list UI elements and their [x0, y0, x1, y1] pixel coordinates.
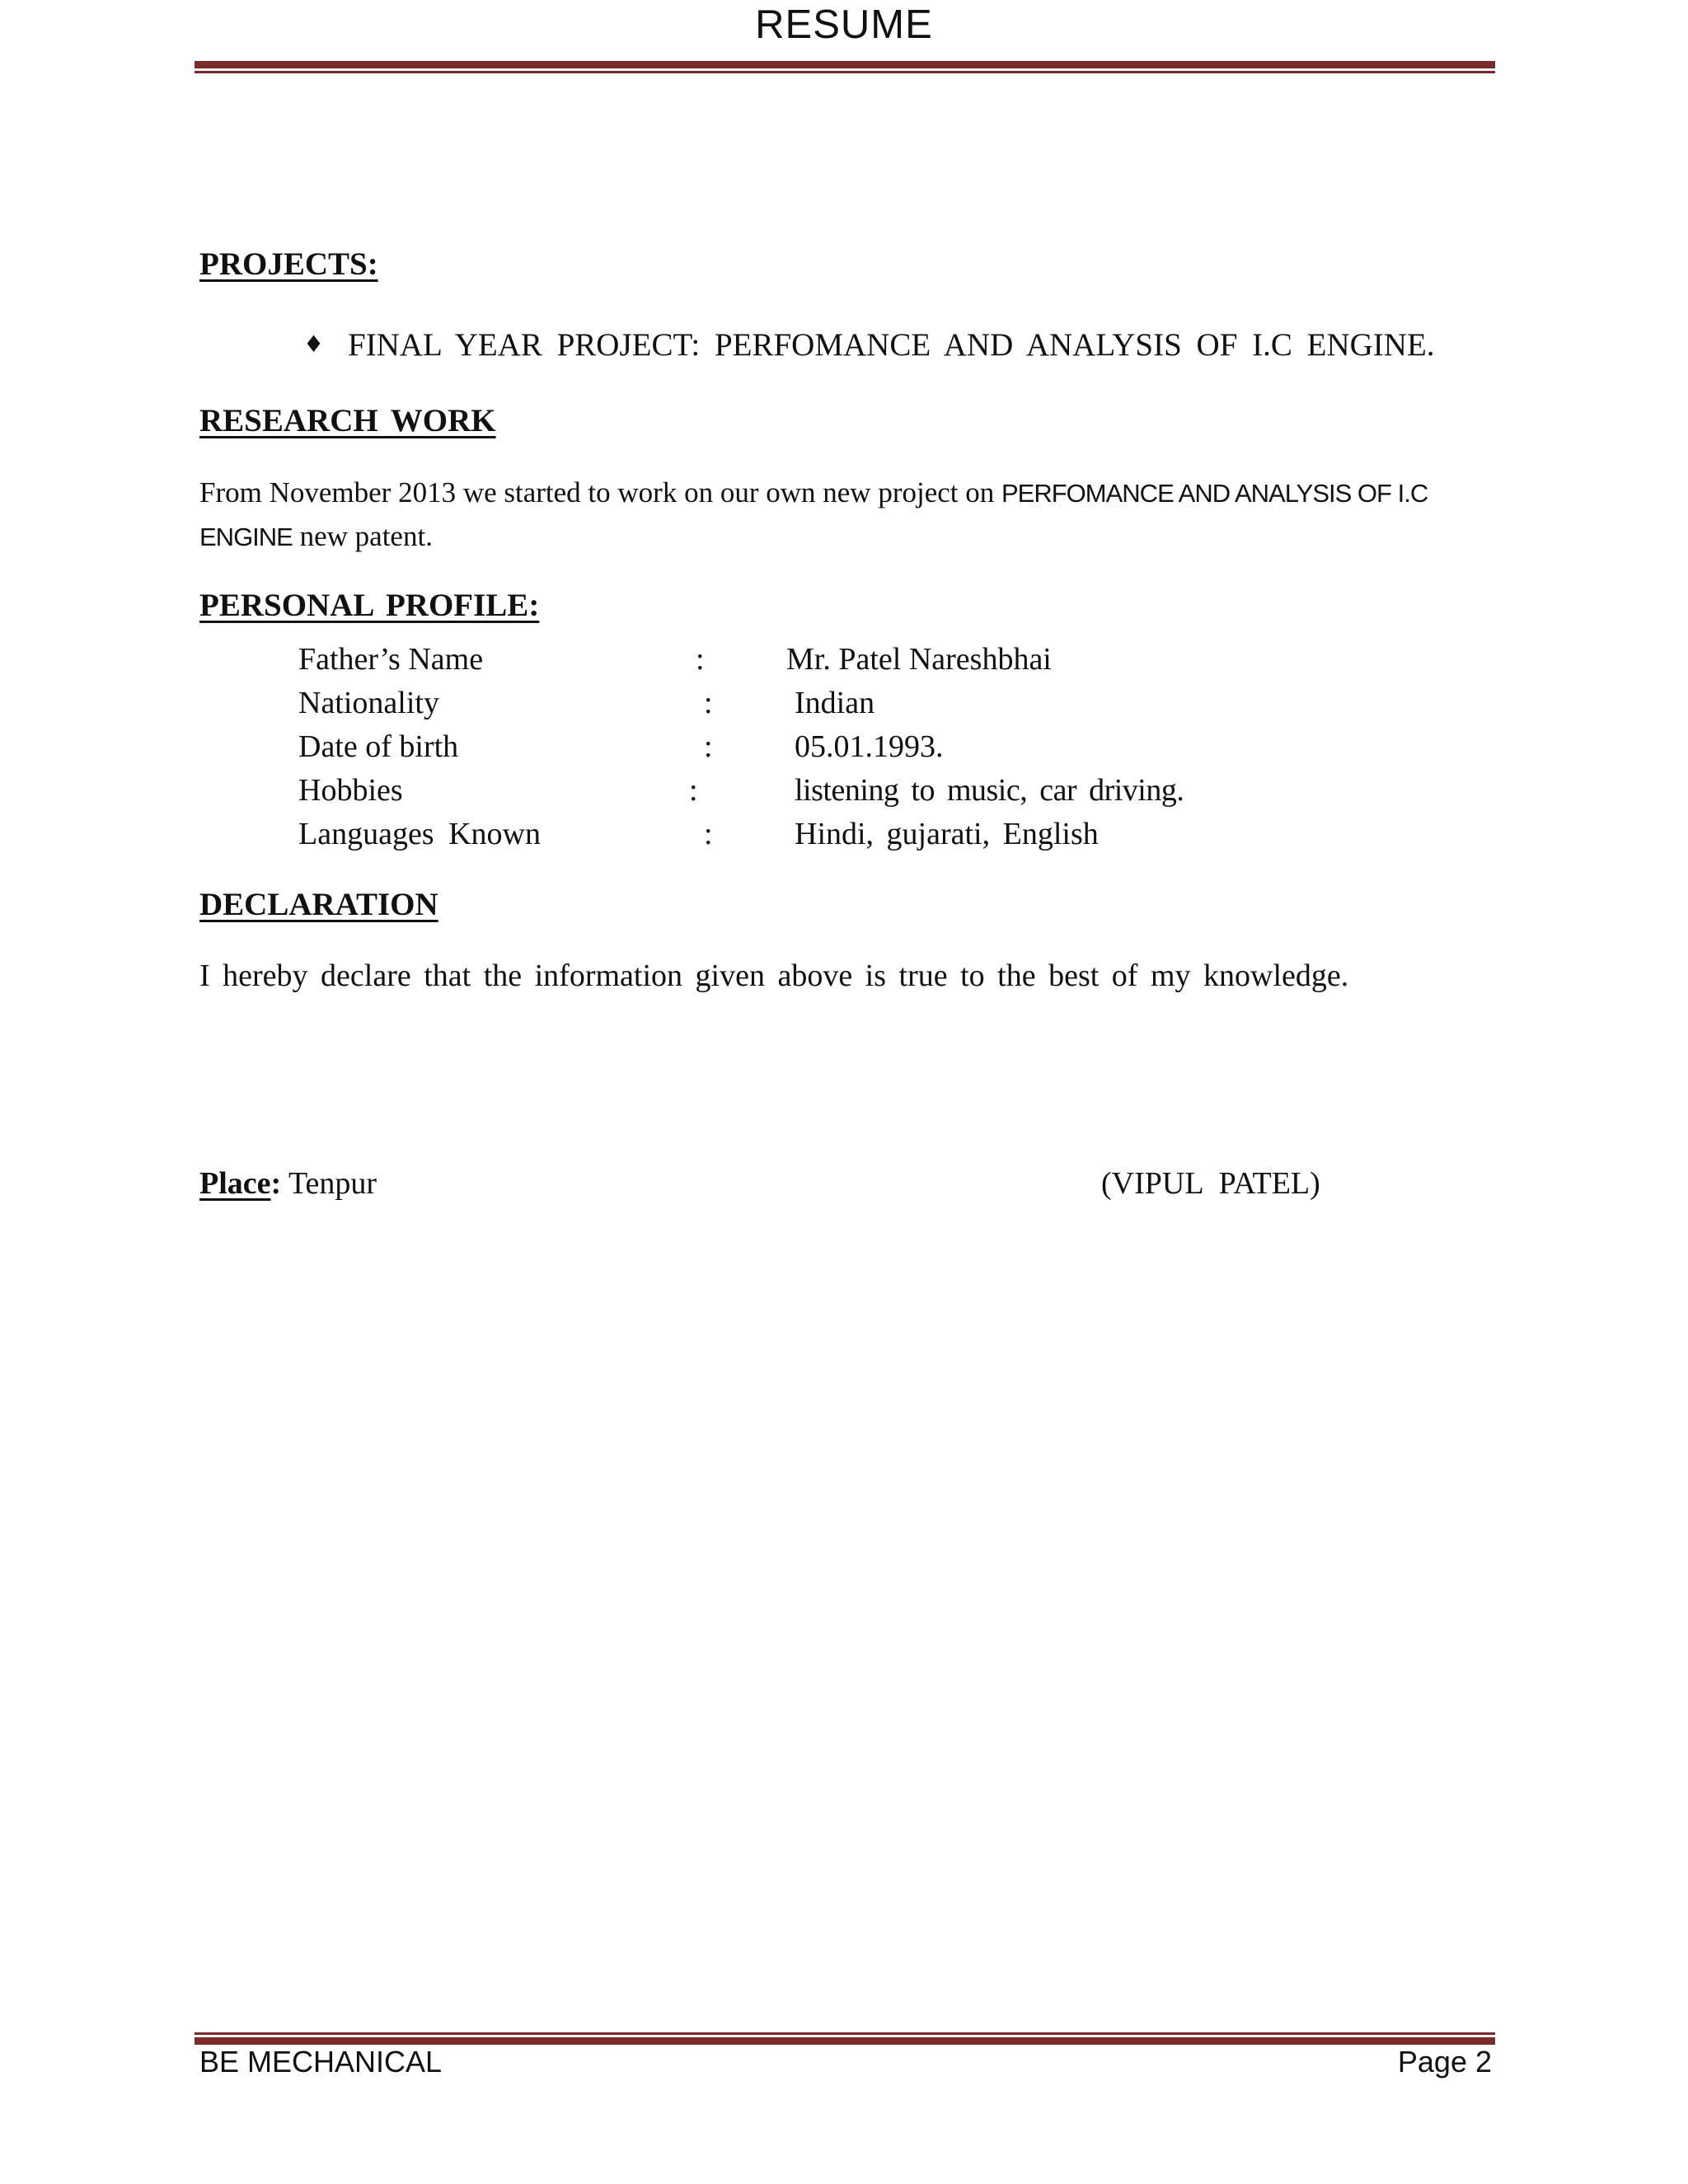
- project-item-text: FINAL YEAR PROJECT: PERFOMANCE AND ANALYSIS OF I.C ENGINE.: [348, 327, 1435, 363]
- place-colon: :: [270, 1166, 282, 1201]
- profile-value: Hindi, gujarati, English: [795, 817, 1099, 851]
- footer-rule: [195, 2032, 1495, 2045]
- place-line: [199, 1165, 377, 1202]
- signature-name: (VIPUL PATEL): [1101, 1166, 1320, 1201]
- profile-label: Nationality: [298, 686, 439, 720]
- research-text-after: new patent.: [292, 520, 433, 552]
- research-text-before: From November 2013 we started to work on our own new project on: [199, 476, 1001, 509]
- profile-colon: :: [704, 729, 713, 764]
- profile-label: Hobbies: [298, 773, 403, 808]
- declaration-text: I hereby declare that the information given above is true to the best of my knowledge.: [199, 958, 1349, 993]
- profile-colon: :: [704, 817, 713, 851]
- footer-degree: BE MECHANICAL: [199, 2045, 443, 2079]
- place-value: Tenpur: [281, 1166, 377, 1201]
- diamond-bullet-icon: ♦: [303, 330, 325, 358]
- declaration-heading: DECLARATION: [199, 887, 438, 922]
- profile-colon: :: [689, 773, 698, 808]
- profile-label: Father’s Name: [298, 642, 484, 677]
- profile-value: Mr. Patel Nareshbhai: [786, 642, 1052, 677]
- profile-colon: :: [696, 642, 705, 677]
- profile-label: Date of birth: [298, 729, 459, 764]
- profile-value: Indian: [795, 686, 875, 720]
- page-number: Page 2: [1397, 2045, 1492, 2079]
- profile-colon: :: [704, 686, 713, 720]
- research-work-heading: RESEARCH WORK: [199, 403, 496, 438]
- personal-profile-heading: PERSONAL PROFILE:: [199, 588, 540, 623]
- projects-heading: PROJECTS:: [199, 246, 378, 282]
- profile-value: listening to music, car driving.: [795, 773, 1184, 808]
- profile-label: Languages Known: [298, 817, 541, 851]
- research-project-name: PERFOMANCE AND ANALYSIS OF I.C ENGINE: [199, 479, 1428, 551]
- profile-value: 05.01.1993.: [795, 729, 944, 764]
- place-label: Place: [199, 1166, 271, 1201]
- research-work-paragraph: [199, 471, 1502, 559]
- header-rule: [195, 61, 1495, 73]
- project-list-item: [303, 326, 1435, 363]
- page-header-title: RESUME: [755, 2, 933, 47]
